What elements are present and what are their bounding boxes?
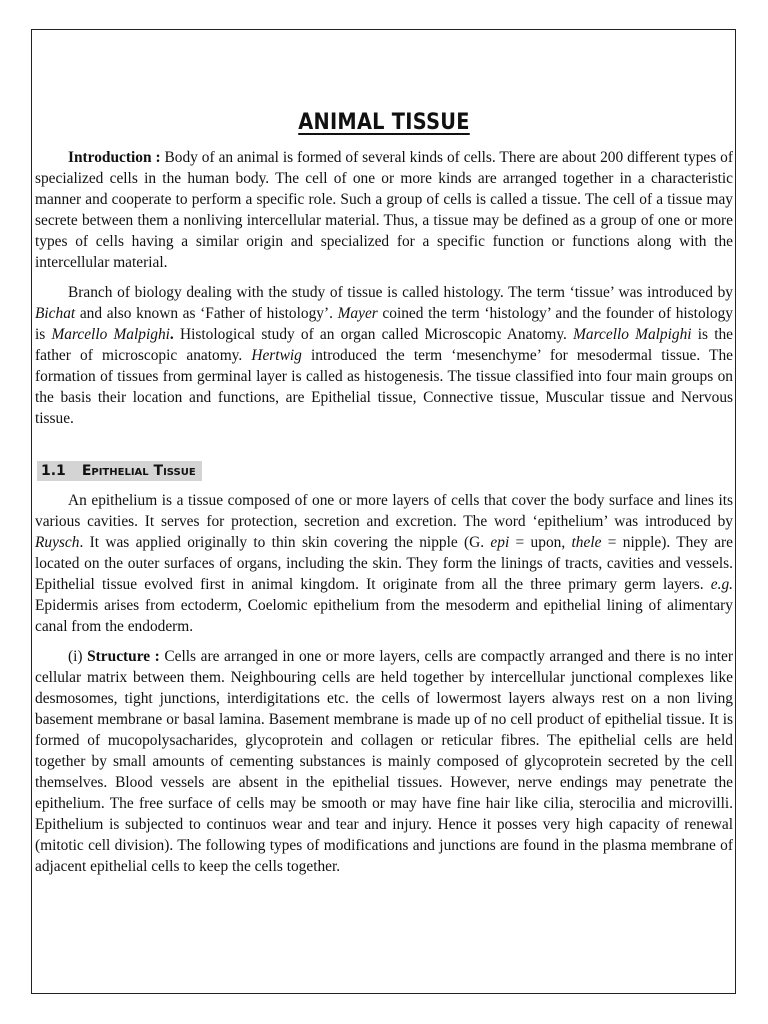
section-number: 1.1 [41,463,66,479]
intro-text: Body of an animal is formed of several kinds of cells. There are about 200 different types of specialized cells in the human body. The cell of one or more kinds are arranged together in a characteristic manner and cooperate to perform a specific role. Such a group of cells is called a tissue. The cell of a tissue may secrete between them a nonliving intercellular material. Thus, a tissue may be defined as a group of one or more types of cells having a similar origin and specialized for a specific function or functions along with the intercellular material. [35,149,733,271]
text-run: = upon, [509,534,572,551]
text-run: coined the term ‘histology’ and the founder of histology is [35,305,734,343]
section-epithelial [35,460,733,877]
structure-text: Cells are arranged in one or more layers, cells are compactly arranged and there is no inter cellular matrix between them. Neighbouring cells are held together by intercellular junctional complexes like desmosomes, tight junctions, interdigitations etc. the cells of lowermost layers always rest on a non living basement membrane or basal lamina. Basement membrane is made up of no cell product of epithelial tissue. It is formed of mucopolysacharides, glycoprotein and collagen or reticular fibres. The epithelial cells are held together by small amounts of cementing substances is mainly composed of glycoprotein secreted by the cell themselves. Blood vessels are absent in the epithelial tissues. However, nerve endings may penetrate the epithelium. The free surface of cells may be smooth or may have fine hair like cilia, sterocilia and microvilli. Epithelium is subjected to continuos wear and tear and injury. Hence it posses very high capacity of renewal (mitotic cell division). The following types of modifications and junctions are found in the plasma membrane of adjacent epithelial cells to keep the cells together. [35,648,733,875]
intro-paragraph [35,147,733,273]
term-eg: e.g. [710,576,733,593]
structure-label: Structure : [87,648,160,665]
intro-label: Introduction : [68,149,161,166]
page-title: ANIMAL TISSUE [298,110,470,135]
section-heading [37,461,202,481]
text-run: (i) [68,648,88,665]
text-run: introduced the term ‘mesenchyme’ for mesodermal tissue. The formation of tissues from germinal layer is called as histogenesis. The tissue classified into four main groups on the basis their location and functions, are Epithelial tissue, Connective tissue, Muscular tissue and Nervous tissue. [35,347,733,427]
text-run: Epidermis arises from ectoderm, Coelomic epithelium from the mesoderm and epithelial lining of alimentary canal from the endoderm. [35,597,733,635]
term-epi: epi [490,534,510,551]
text-run: Branch of biology dealing with the study of tissue is called histology. The term ‘tissue’ was introduced by [68,284,733,301]
text-run: is the father of microscopic anatomy. [35,326,733,364]
text-run: and also known as ‘Father of histology’. [75,305,338,322]
histology-paragraph [35,282,733,429]
text-run: An epithelium is a tissue composed of one or more layers of cells that cover the body surface and lines its various cavities. It serves for protection, secretion and excretion. The word ‘epithelium’ was introduced by [35,492,733,530]
epithelium-paragraph [35,490,733,637]
name-malpighi: Marcello Malpighi [51,326,170,343]
name-mayer: Mayer [337,305,378,322]
name-malpighi: Marcello Malpighi [573,326,692,343]
bold-dot: . [169,326,174,343]
name-bichat: Bichat [35,305,76,322]
text-run: = nipple). They are located on the outer surfaces of organs, including the skin. They form the linings of tracts, cavities and vessels. Epithelial tissue evolved first in animal kingdom. It originate from all the three primary germ layers. [35,534,733,593]
name-ruysch: Ruysch [35,534,80,551]
term-thele: thele [571,534,602,551]
text-run: . It was applied originally to thin skin covering the nipple (G. [79,534,491,551]
structure-paragraph [35,646,733,877]
text-run: Histological study of an organ called Microscopic Anatomy. [173,326,574,343]
section-title: Epithelial Tissue [81,463,196,479]
document-body [35,108,733,877]
name-hertwig: Hertwig [251,347,302,364]
